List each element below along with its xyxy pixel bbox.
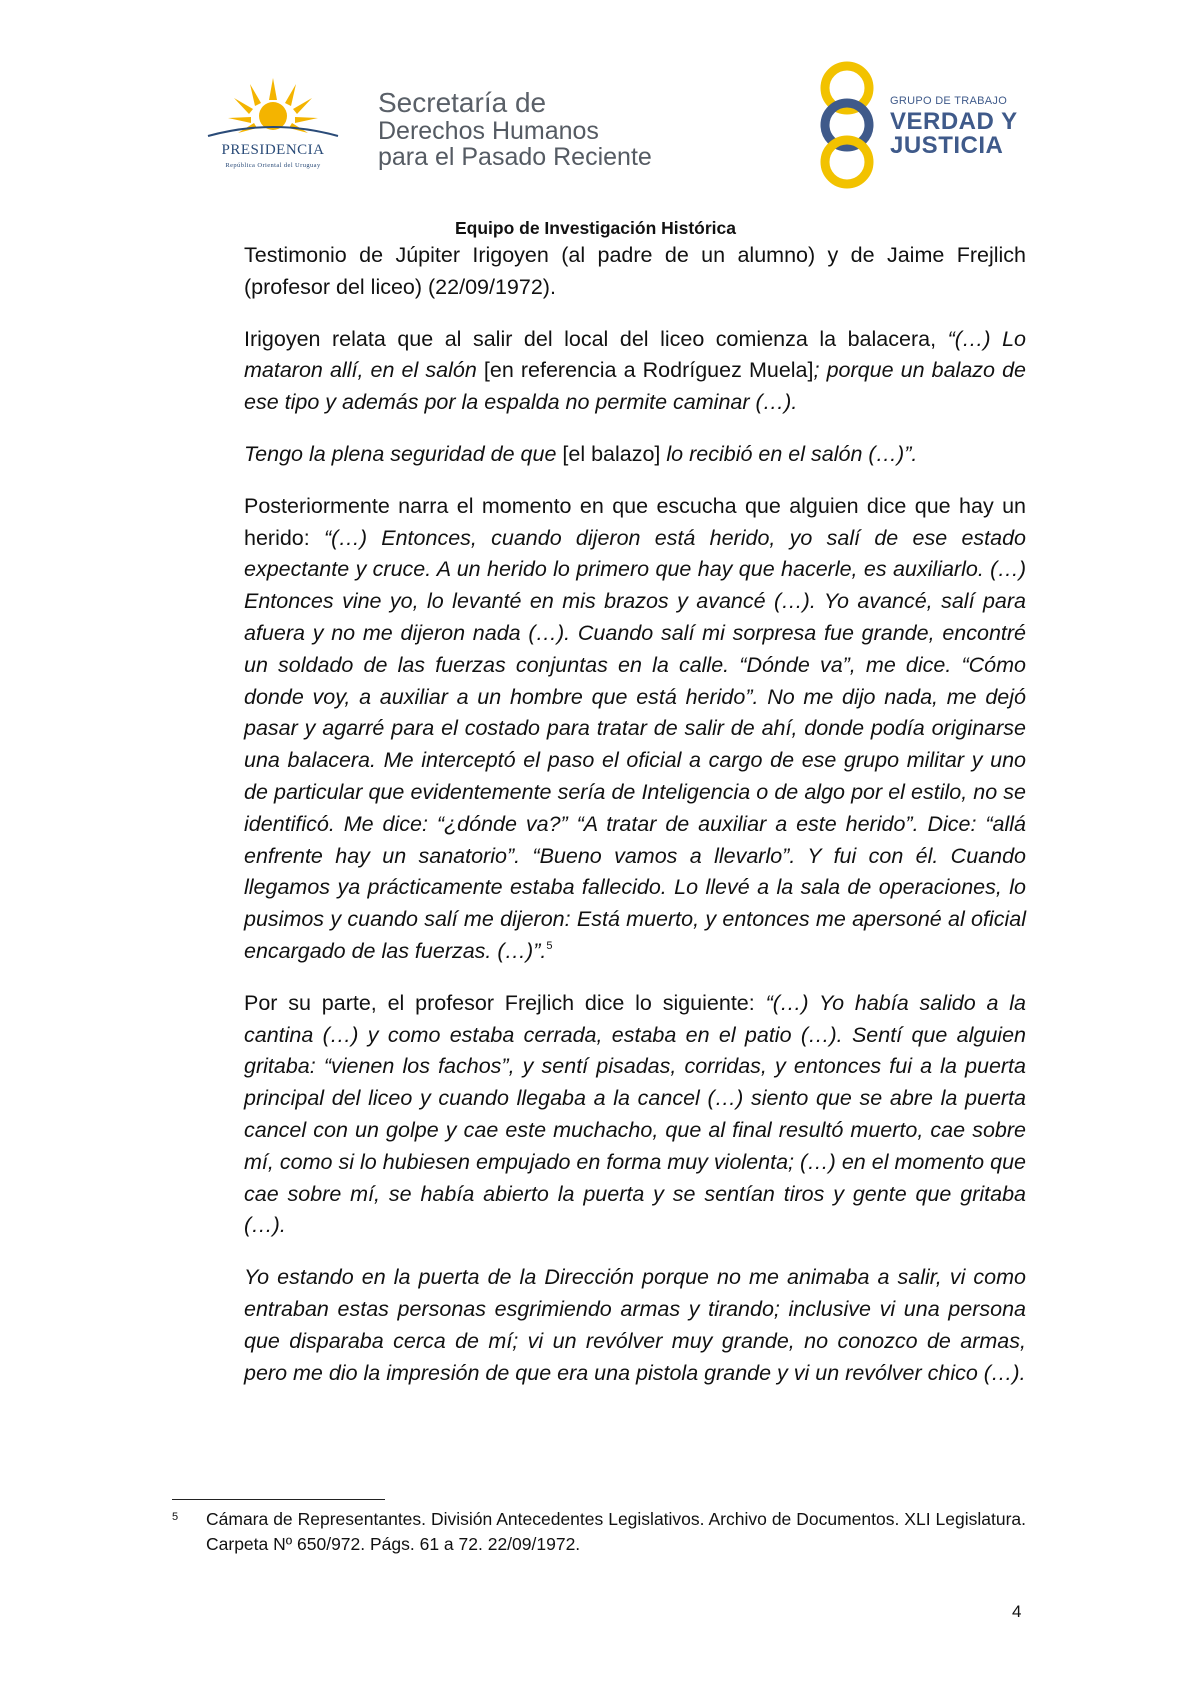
paragraph-3 <box>244 439 1026 471</box>
secretaria-line-1: Secretaría de <box>378 87 547 118</box>
linked-rings-logo-icon <box>812 60 882 190</box>
paragraph-6: Yo estando en la puerta de la Dirección porque no me animaba a salir, vi como entraban estas personas esgrimiendo armas y tirando; inclusive vi una persona que disparaba cerca de mí; vi un revólver muy grande, no conozco de armas, pero me dio la impresión de que era una pistola grande y vi un revólver chico (…). <box>244 1265 1026 1385</box>
paragraph-2-intro: Irigoyen relata que al salir del local del liceo comienza la balacera, <box>244 326 948 351</box>
paragraph-4-intro: Posteriormente narra el momento en que escucha que alguien dice que hay un herido: <box>244 493 1026 550</box>
verdad-label: VERDAD Y <box>890 108 1018 135</box>
verdad-justicia-title <box>890 110 1018 158</box>
paragraph-2-quote-end: ; porque un balazo de ese tipo y además por la espalda no permite caminar (…). <box>244 358 1027 415</box>
justicia-label: JUSTICIA <box>890 132 1004 159</box>
paragraph-4 <box>244 491 1026 968</box>
paragraph-3-quote: Tengo la plena seguridad de que <box>244 441 557 466</box>
presidencia-label: PRESIDENCIA <box>221 142 325 158</box>
paragraph-1: Testimonio de Júpiter Irigoyen (al padre de un alumno) y de Jaime Frejlich (profesor del liceo) (22/09/1972). <box>244 243 1026 299</box>
sun-logo-icon <box>198 78 348 140</box>
page-number: 4 <box>1012 1602 1022 1621</box>
paragraph-2-bracket: [en referencia a Rodríguez Muela] <box>476 358 814 383</box>
presidencia-logo <box>198 78 348 178</box>
secretaria-line-3: para el Pasado Reciente <box>378 143 652 171</box>
page-header <box>0 0 1191 215</box>
team-title: Equipo de Investigación Histórica <box>454 218 737 238</box>
footnote-ref[interactable]: 5 <box>546 939 553 952</box>
footnote-number: 5 <box>172 1511 179 1523</box>
secretaria-logo-text <box>378 88 652 170</box>
secretaria-line-2: Derechos Humanos <box>378 117 599 145</box>
paragraph-5 <box>244 988 1026 1242</box>
paragraph-3-bracket: [el balazo] <box>556 441 667 466</box>
paragraph-2 <box>244 324 1026 419</box>
paragraph-5-quote: “(…) Yo había salido a la cantina (…) y como estaba cerrada, estaba en el patio (…). Sentí que alguien gritaba: “vienen los fachos”, y sentí pisadas, corridas, y entonces fui a la puerta principal del liceo y cuando llegaba a la cancel (…) siento que se abre la puerta cancel con un golpe y cae este muchacho, que al final resultó muerto, cae sobre mí, como si lo hubiesen empujado en forma muy violenta; (…) en el momento que cae sobre mí, se había abierto la puerta y se sentían tiros y gente que gritaba (…). <box>244 990 1026 1238</box>
footnote-text: Cámara de Representantes. División Antecedentes Legislativos. Archivo de Documentos. XLI Legislatura. Carpeta Nº 650/972. Págs. 61 a 72. 22/09/1972. <box>206 1509 1026 1554</box>
verdad-justicia-logo <box>812 60 1032 190</box>
grupo-trabajo-label: GRUPO DE TRABAJO <box>890 95 1008 107</box>
paragraph-3-quote-end: lo recibió en el salón (…)”. <box>666 441 918 466</box>
paragraph-2-quote: “(…) Lo mataron allí, en el salón <box>244 326 1026 383</box>
footnote-divider <box>172 1499 385 1500</box>
document-body <box>244 240 1026 1409</box>
paragraph-5-intro: Por su parte, el profesor Frejlich dice lo siguiente: <box>244 990 766 1015</box>
paragraph-4-quote: “(…) Entonces, cuando dijeron está herido, yo salí de ese estado expectante y cruce. A un herido lo primero que hay que hacerle, es auxiliarlo. (…) Entonces vine yo, lo levanté en mis brazos y avancé (…). Yo avancé, salí para afuera y no me dijeron nada (…). Cuando salí mi sorpresa fue grande, encontré un soldado de las fuerzas conjuntas en la calle. “Dónde va”, me dice. “Cómo donde voy, a auxiliar a un hombre que está herido”. No me dijo nada, me dejó pasar y agarré para el costado para tratar de salir de ahí, donde podía originarse una balacera. Me interceptó el paso el oficial a cargo de ese grupo militar y uno de particular que evidentemente sería de Inteligencia o de algo por el estilo, no se identificó. Me dice: “¿dónde va?” “A tratar de auxiliar a este herido”. Dice: “allá enfrente hay un sanatorio”. “Bueno vamos a llevarlo”. Y fui con él. Cuando llegamos ya prácticamente estaba fallecido. Lo llevé a la sala de operaciones, lo pusimos y cuando salí me dijeron: Está muerto, y entonces me apersoné al oficial encargado de las fuerzas. (…)”. <box>244 525 1026 963</box>
presidencia-subtitle: República Oriental del Uruguay <box>225 162 321 169</box>
